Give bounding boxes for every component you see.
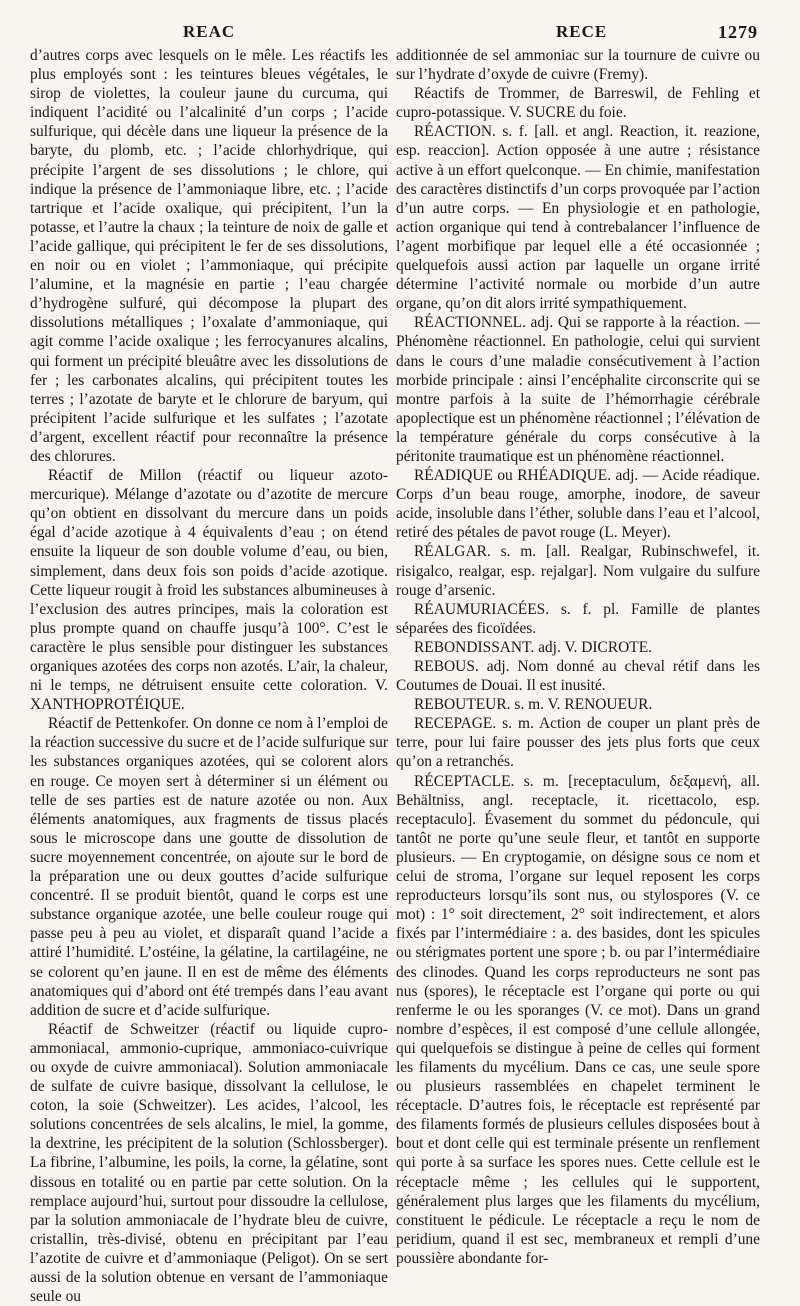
- entry-paragraph: Réactif de Schweitzer (réactif ou liquide cupro-ammoniacal, ammonio-cuprique, ammoniaco-cuivrique ou oxyde de cuivre ammoniacal). Solution ammoniacale de sulfate de cuivre basique, dissolvant la cellulose, le coton, la soie (Schweitzer). Les acides, l’alcool, les solutions concentrées de sels alcalins, le miel, la gomme, la dextrine, les précipitent de la solution (Schlossberger). La fibrine, l’albumine, les poils, la corne, la gélatine, sont dissous en totalité ou en partie par cette solution. On la remplace aujourd’hui, surtout pour dissoudre la cellulose, par la solution ammoniacale de l’hydrate bleu de cuivre, cristallin, très-divisé, obtenu en précipitant par l’eau l’azotite de cuivre et d’ammoniaque (Peligot). On se sert aussi de la solution obtenue en versant de l’ammoniaque seule ou: [30, 1020, 388, 1306]
- entry-rebouteur: REBOUTEUR. s. m. V. RENOUEUR.: [414, 696, 653, 714]
- entry-readique: RÉADIQUE ou RHÉADIQUE. adj. — Acide réadique. Corps d’un beau rouge, amorphe, inodore, de saveur acide, insoluble dans l’éther, soluble dans l’eau et l’alcool, retiré des pétales de pavot rouge (L. Meyer).: [396, 467, 760, 542]
- entry-realgar: RÉALGAR. s. m. [all. Realgar, Rubinschwefel, it. risigalco, realgar, esp. rejalgar]. Nom vulgaire du sulfure rouge d’arsenic.: [396, 543, 760, 599]
- entry-paragraph: d’autres corps avec lesquels on le mêle. Les réactifs les plus employés sont : les teintures bleues végétales, le sirop de violettes, la couleur jaune du curcuma, qui indiquent l’acidité ou l’alcalinité d’un corps ; l’acide sulfurique, qui décèle dans une liqueur la présence de la baryte, du plomb, etc. ; l’acide chlorhydrique, qui précipite l’argent de ses dissolutions ; le chlore, qui indique la présence de l’ammoniaque libre, etc. ; l’acide tartrique et l’acide oxalique, qui précipitent, l’un la potasse, et l’autre la chaux ; la teinture de noix de galle et l’acide gallique, qui précipitent le fer de ses dissolutions, en noir ou en violet ; l’ammoniaque, qui précipite l’alumine, et la magnésie en partie ; l’eau chargée d’hydrogène sulfuré, qui décompose la plupart des dissolutions métalliques ; l’oxalate d’ammoniaque, qui agit comme l’acide oxalique ; les ferrocyanures alcalins, qui forment un précipité bleuâtre avec les dissolutions de fer ; les carbonates alcalins, qui précipitent toutes les terres ; l’azotate de baryte et le chlorure de baryum, qui précipitent l’acide sulfurique et les sulfates ; l’azotate d’argent, excellent réactif pour reconnaître la présence des chlorures.: [30, 47, 388, 465]
- entry-paragraph: additionnée de sel ammoniac sur la tournure de cuivre ou sur l’hydrate d’oxyde de cuivre (Fremy).: [396, 47, 760, 84]
- left-column: [30, 46, 388, 1306]
- page-number: 1279: [718, 22, 758, 42]
- entry-paragraph: Réactifs de Trommer, de Barreswil, de Fehling et cupro-potassique. V. SUCRE du foie.: [396, 85, 760, 122]
- entry-rebondissant: REBONDISSANT. adj. V. DICROTE.: [414, 638, 653, 656]
- entry-paragraph: Réactif de Millon (réactif ou liqueur azoto-mercurique). Mélange d’azotate ou d’azotite de mercure qu’on obtient en dissolvant du mercure dans un poids égal d’acide azotique à 4 équivalents d’eau ; on étend ensuite la liqueur de son double volume d’eau, ou bien, simplement, dans deux fois son poids d’acide azotique. Cette liqueur rougit à froid les substances albumineuses à l’exclusion des autres principes, mais la coloration est plus prompte quand on chauffe jusqu’à 100°. C’est le caractère le plus sensible pour distinguer les substances organiques azotées des corps non azotés. L’air, la chaleur, ni le temps, ne détruisent ensuite cette coloration. V. XANTHOPROTÉIQUE.: [30, 467, 388, 714]
- entry-reaction: RÉACTION. s. f. [all. et angl. Reaction, it. reazione, esp. reaccion]. Action opposée à une autre ; résistance active à un effort quelconque. — En chimie, manifestation des caractères distinctifs d’un corps provoquée par l’action d’un autre corps. — En physiologie et en pathologie, action organique qui tend à contrebalancer l’influence de l’agent morbifique par lequel elle a été occasionnée ; quelquefois aussi action par laquelle un organe irrité détermine l’activité normale ou morbide d’un autre organe, qu’on dit alors irrité sympathiquement.: [396, 123, 760, 313]
- entry-reaumuriacees: RÉAUMURIACÉES. s. f. pl. Famille de plantes séparées des ficoïdées.: [396, 600, 760, 637]
- right-column: [396, 46, 760, 1267]
- entry-reactionnel: RÉACTIONNEL. adj. Qui se rapporte à la réaction. — Phénomène réactionnel. En pathologie, celui qui survient dans le cours d’une maladie consécutivement à l’action morbide principale : ainsi l’encéphalite circonscrite qui se montre parfois à la suite de l’hémorrhagie cérébrale apoplectique est un phénomène réactionnel ; l’élévation de la température générale du corps consécutive à la péritonite traumatique est un phénomène réactionnel.: [396, 314, 760, 465]
- entry-paragraph: Réactif de Pettenkofer. On donne ce nom à l’emploi de la réaction successive du sucre et de l’acide sulfurique sur les substances organiques azotées, qui se colorent alors en rouge. Ce moyen sert à déterminer si un élément ou telle de ses parties est de nature azotée ou non. Aux éléments anatomiques, aux fragments de tissus placés sous le microscope dans une goutte de dissolution de sucre moyennement concentrée, on ajoute sur le bord de la préparation une ou deux gouttes d’acide sulfurique concentré. Il se produit bientôt, quand le corps est une substance organique azotée, une belle couleur rouge qui passe peu à peu au violet, et disparaît quand l’acide a attiré l’humidité. L’ostéine, la gélatine, la cartilagéine, ne se colorent qu’en jaune. Il en est de même des éléments anatomiques qui d’abord ont été trempés dans l’eau avant addition de sucre et d’acide sulfurique.: [30, 715, 388, 1019]
- entry-rebous: REBOUS. adj. Nom donné au cheval rétif dans les Coutumes de Douai. Il est inusité.: [396, 658, 760, 695]
- running-head-left: REAC: [183, 22, 236, 41]
- running-head-right: RECE: [556, 22, 608, 41]
- entry-recepage: RECEPAGE. s. m. Action de couper un plant près de terre, pour lui faire pousser des jets plus forts que ceux qu’on a retranchés.: [396, 715, 760, 771]
- entry-receptacle: RÉCEPTACLE. s. m. [receptaculum, δεξαμενή, all. Behältniss, angl. receptacle, it. ricettacolo, esp. receptaculo]. Évasement du sommet du pédoncule, qui tantôt ne porte qu’une seule fleur, et tantôt en supporte plusieurs. — En cryptogamie, on désigne sous ce nom et celui de stroma, l’organe sur lequel reposent les corps reproducteurs lorsqu’ils sont nus, ou stylospores (V. ce mot) : 1° soit directement, 2° soit indirectement, et alors fixés par l’intermédiaire : a. des basides, dont les spicules ou stérigmates portent une spore ; b. ou par l’intermédiaire des clinodes. Quand les corps reproducteurs ne sont pas nus (spores), le réceptacle est l’organe qui porte ou qui renferme le ou les sporanges (V. ce mot). Dans un grand nombre d’espèces, il est composé d’une cellule allongée, qui quelquefois se distingue à peine de celles qui forment les filaments du mycélium. Dans ce cas, une seule spore ou plusieurs rassemblées en chapelet terminent le réceptacle. D’autres fois, le réceptacle est représenté par des filaments formés de plusieurs cellules disposées bout à bout et dont celle qui est terminale présente un renflement qui porte à sa surface les spores nues. Cette cellule est le réceptacle même ; les cellules qui le supportent, généralement plus larges que les filaments du mycélium, constituent le pédicule. Le réceptacle a reçu le nom de peridium, quand il est sec, membraneux et rempli d’une poussière abondante for-: [396, 772, 760, 1267]
